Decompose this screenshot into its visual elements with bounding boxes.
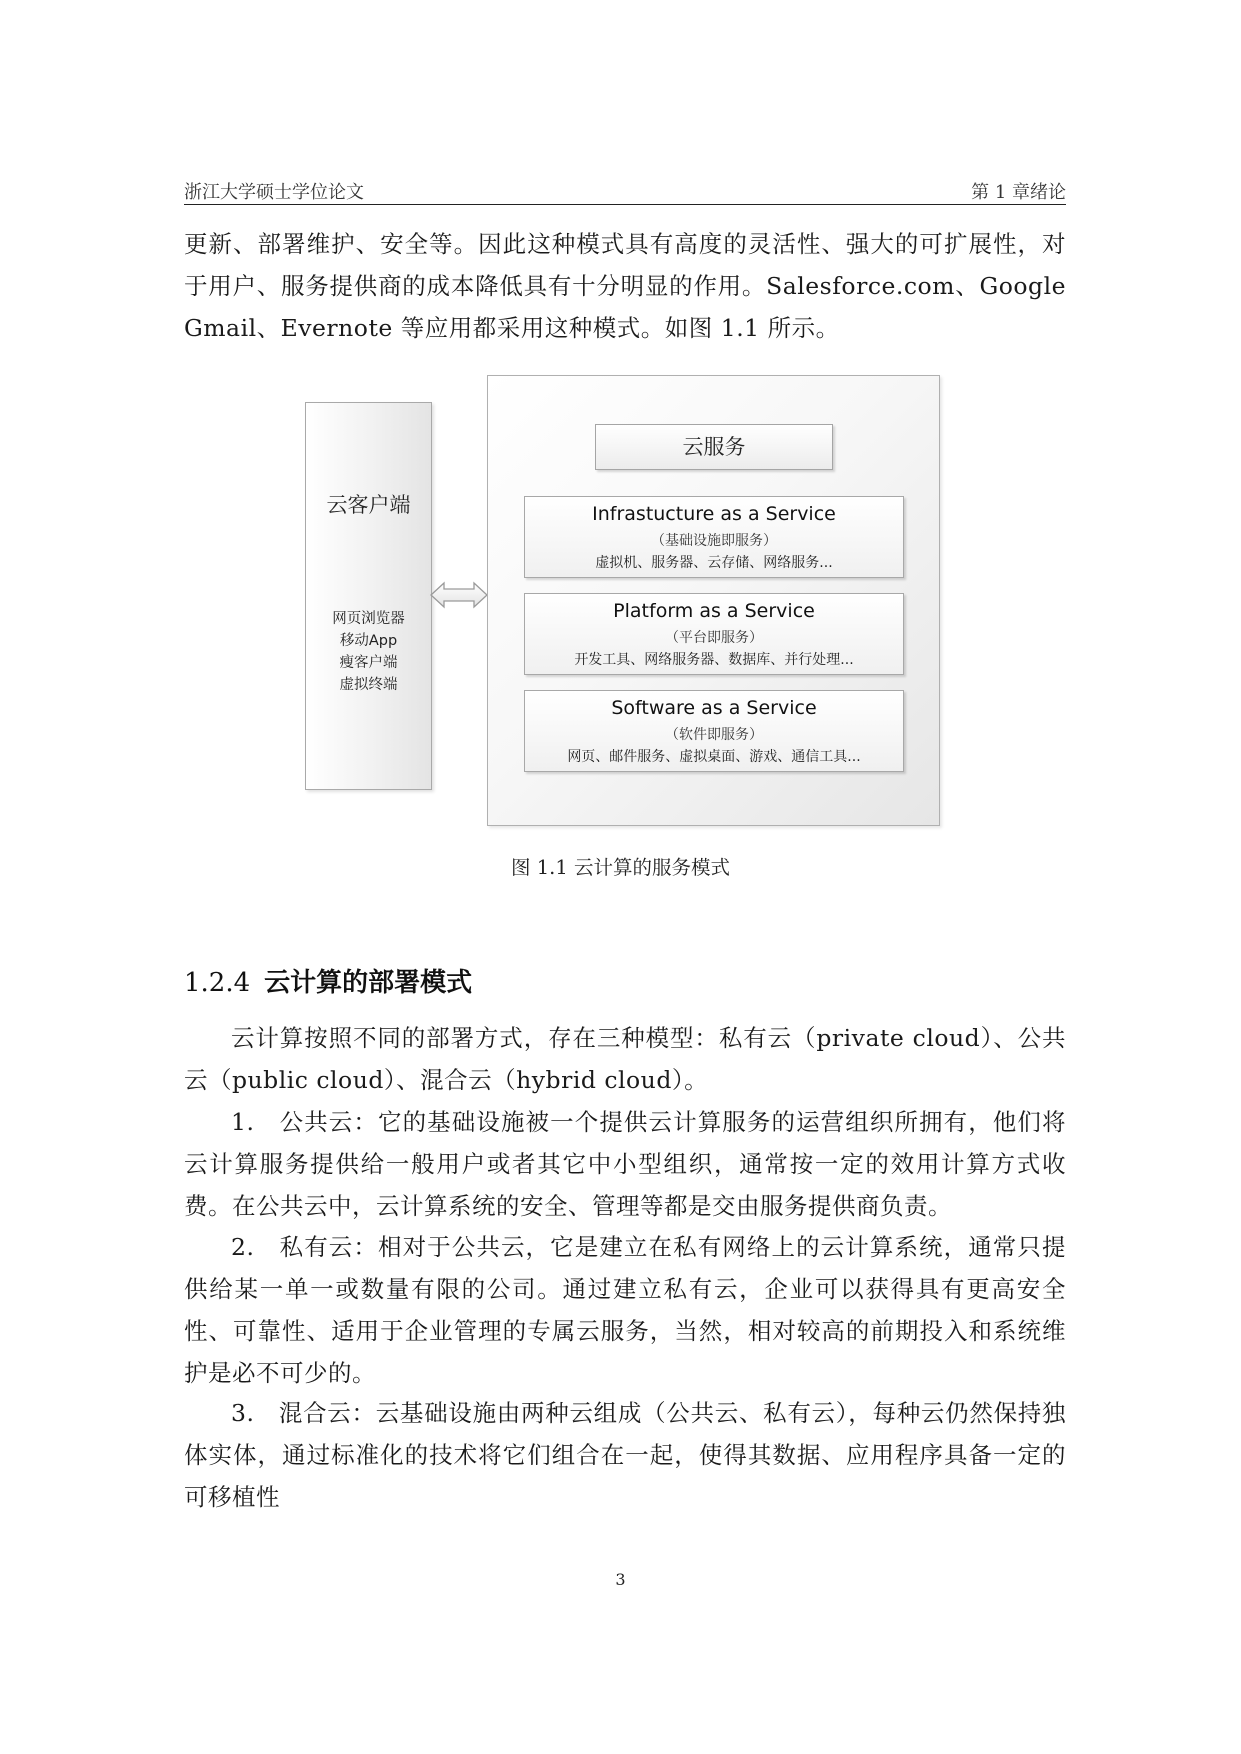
header-thesis-title: 浙江大学硕士学位论文 — [184, 182, 364, 203]
cloud-service-box — [487, 375, 940, 826]
client-item: 瘦客户端 — [339, 655, 398, 671]
service-cn: （平台即服务） — [665, 630, 763, 646]
header-chapter: 第 1 章绪论 — [971, 182, 1066, 203]
service-name: Infrastucture as a Service — [592, 503, 836, 525]
service-iaas — [524, 496, 904, 578]
service-name: Software as a Service — [611, 697, 817, 719]
cloud-client-title: 云客户端 — [326, 493, 411, 517]
service-saas — [524, 690, 904, 772]
service-cn: （基础设施即服务） — [651, 533, 777, 549]
section-heading — [184, 962, 472, 999]
figure-caption: 图 1.1 云计算的服务模式 — [511, 856, 730, 879]
section-number: 1.2.4 — [184, 968, 251, 998]
service-items: 网页、邮件服务、虚拟桌面、游戏、通信工具... — [567, 749, 861, 765]
service-paas — [524, 593, 904, 675]
paragraph-deployment-intro: 云计算按照不同的部署方式，存在三种模型：私有云（private cloud）、公共云（public cloud）、混合云（hybrid cloud）。 — [184, 1024, 1066, 1094]
cloud-client-box — [305, 402, 432, 790]
intro-paragraph: 更新、部署维护、安全等。因此这种模式具有高度的灵活性、强大的可扩展性，对于用户、服务提供商的成本降低具有十分明显的作用。Salesforce.com、Google Gmail、Evernote 等应用都采用这种模式。如图 1.1 所示。 — [184, 230, 1066, 342]
service-cn: （软件即服务） — [665, 727, 763, 743]
client-item: 虚拟终端 — [339, 677, 398, 693]
client-item: 网页浏览器 — [332, 611, 405, 627]
cloud-service-title: 云服务 — [595, 424, 833, 470]
cloud-client-list — [306, 608, 431, 696]
paragraph-public-cloud: 1. 公共云：它的基础设施被一个提供云计算服务的运营组织所拥有，他们将云计算服务提供给一般用户或者其它中小型组织，通常按一定的效用计算方式收费。在公共云中，云计算系统的安全、管理等都是交由服务提供商负责。 — [184, 1108, 1066, 1220]
double-arrow-icon — [430, 581, 488, 609]
section-title: 云计算的部署模式 — [264, 968, 473, 998]
paragraph-hybrid-cloud: 3. 混合云：云基础设施由两种云组成（公共云、私有云），每种云仍然保持独体实体，通过标准化的技术将它们组合在一起，使得其数据、应用程序具备一定的可移植性 — [184, 1399, 1066, 1511]
service-name: Platform as a Service — [613, 600, 815, 622]
service-items: 开发工具、网络服务器、数据库、并行处理... — [574, 652, 854, 668]
paragraph-private-cloud: 2. 私有云：相对于公共云，它是建立在私有网络上的云计算系统，通常只提供给某一单一或数量有限的公司。通过建立私有云，企业可以获得具有更高安全性、可靠性、适用于企业管理的专属云服务，当然，相对较高的前期投入和系统维护是必不可少的。 — [184, 1233, 1066, 1387]
client-item: 移动App — [339, 633, 398, 649]
page-number: 3 — [615, 1570, 626, 1589]
service-items: 虚拟机、服务器、云存储、网络服务... — [595, 555, 833, 571]
